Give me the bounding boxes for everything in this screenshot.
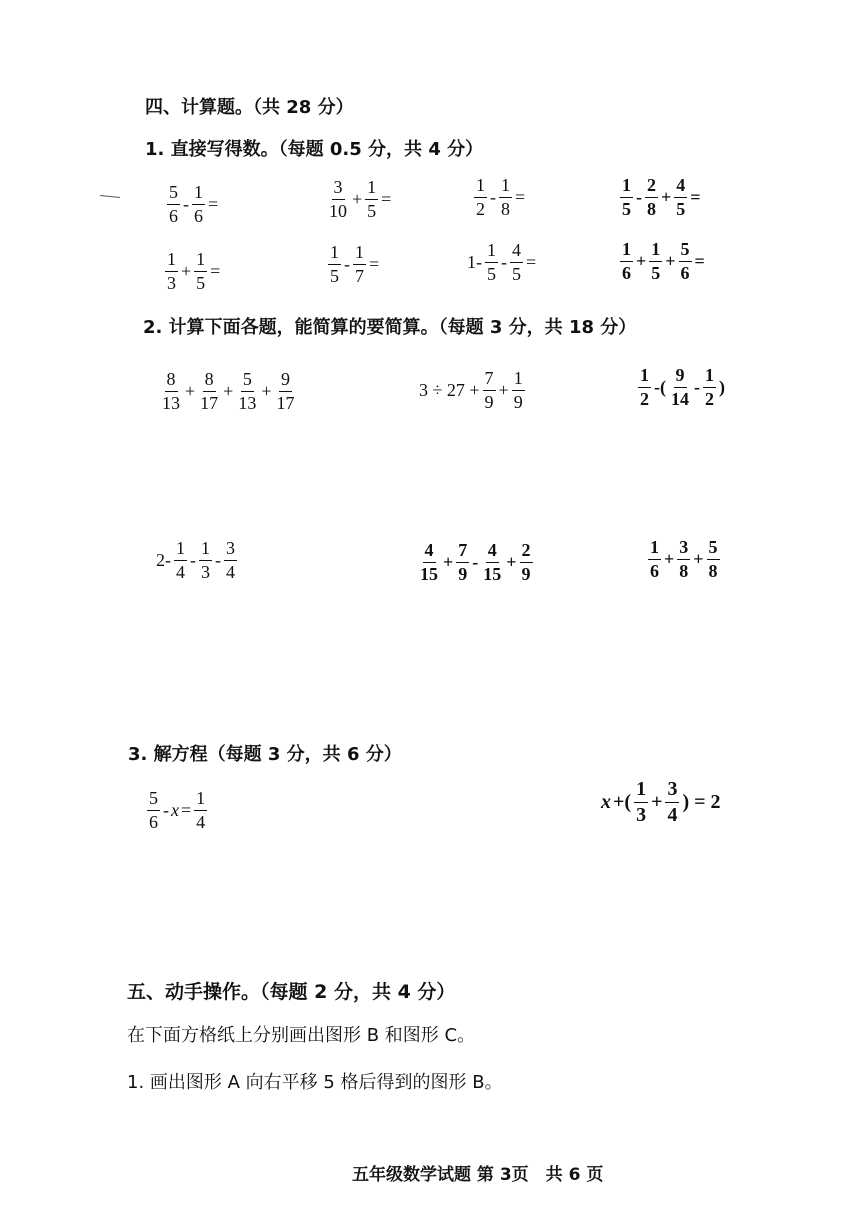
- fraction: [665, 779, 679, 826]
- numerator: 1: [199, 539, 212, 561]
- denominator: 5: [487, 263, 496, 284]
- operator: -: [183, 193, 189, 214]
- equation-item: [145, 789, 209, 832]
- denominator: 6: [622, 262, 631, 283]
- section-4-title: 四、计算题。（共 28 分）: [145, 97, 354, 118]
- numerator: 1: [638, 366, 651, 388]
- denominator: 7: [355, 265, 364, 286]
- denominator: 15: [420, 563, 438, 584]
- operator: =: [690, 186, 701, 207]
- oral-calc-item: [618, 176, 702, 219]
- fraction: [649, 240, 662, 283]
- fraction: [620, 240, 633, 283]
- section-5-title: 五、动手操作。（每题 2 分，共 4 分）: [127, 981, 456, 1003]
- fraction: [418, 541, 440, 584]
- fraction: [328, 243, 341, 286]
- denominator: 10: [329, 200, 347, 221]
- oral-calc-item: [163, 250, 221, 293]
- numerator: 1: [353, 243, 366, 265]
- operator: =: [369, 253, 380, 274]
- numerator: 1: [634, 779, 648, 803]
- numerator: 4: [486, 541, 499, 563]
- numerator: 1: [499, 176, 512, 198]
- numerator: 7: [456, 541, 469, 563]
- operator: +: [651, 791, 663, 813]
- fraction: [160, 370, 182, 413]
- fraction: [174, 539, 187, 582]
- denominator: 5: [330, 265, 339, 286]
- fraction: [703, 366, 716, 409]
- operator: =: [210, 260, 221, 281]
- operator: -(: [654, 376, 666, 397]
- numerator: 5: [167, 183, 180, 205]
- denominator: 14: [671, 388, 689, 409]
- operator: -: [215, 549, 221, 570]
- operator: -: [344, 253, 350, 274]
- oral-calc-item: [618, 240, 706, 283]
- fraction: [483, 369, 496, 412]
- part-2-title: 2. 计算下面各题，能简算的要简算。（每题 3 分，共 18 分）: [143, 317, 637, 338]
- part-3-title: 3. 解方程（每题 3 分，共 6 分）: [128, 744, 402, 765]
- operator: +: [498, 379, 509, 400]
- calc-item: [158, 370, 298, 413]
- denominator: 6: [680, 262, 690, 283]
- denominator: 2: [640, 388, 649, 409]
- numerator: 4: [674, 176, 687, 198]
- numerator: 1: [194, 789, 207, 811]
- numerator: 4: [510, 241, 523, 263]
- fraction: [198, 370, 220, 413]
- operator: +: [665, 250, 676, 271]
- variable: x: [171, 799, 179, 820]
- fraction: [648, 538, 661, 581]
- fraction: [165, 250, 178, 293]
- page-footer: 五年级数学试题 第 3页 共 6 页: [352, 1165, 604, 1185]
- calc-item: [416, 541, 535, 584]
- fraction: [194, 250, 207, 293]
- denominator: 5: [367, 200, 377, 221]
- denominator: 5: [651, 262, 661, 283]
- stray-pen-mark: [100, 195, 120, 198]
- fraction: [707, 538, 720, 581]
- numerator: 2: [645, 176, 658, 198]
- fraction: [192, 183, 205, 226]
- fraction: [194, 789, 207, 832]
- denominator: 9: [521, 563, 531, 584]
- numerator: 9: [674, 366, 687, 388]
- calc-item: [636, 366, 726, 409]
- fraction: [474, 176, 487, 219]
- numerator: 1: [512, 369, 525, 391]
- numerator: 1: [649, 240, 662, 262]
- numerator: 8: [165, 370, 178, 392]
- variable: x: [601, 791, 611, 813]
- operator: 2-: [156, 549, 171, 570]
- numerator: 5: [679, 240, 692, 262]
- oral-calc-item: [326, 243, 380, 286]
- fraction: [677, 538, 690, 581]
- denominator: 6: [194, 205, 203, 226]
- numerator: 1: [485, 241, 498, 263]
- operator: ) = 2: [682, 791, 721, 813]
- numerator: 1: [474, 176, 487, 198]
- operator: +: [181, 260, 192, 281]
- denominator: 5: [196, 272, 206, 293]
- denominator: 4: [667, 804, 678, 826]
- fraction: [512, 369, 525, 412]
- numerator: 3: [224, 539, 237, 561]
- operator: -: [636, 186, 642, 207]
- denominator: 4: [226, 561, 235, 582]
- numerator: 9: [279, 370, 292, 392]
- numerator: 3: [677, 538, 690, 560]
- operator: =: [515, 186, 526, 207]
- operator: +: [693, 548, 704, 569]
- denominator: 2: [476, 198, 485, 219]
- part-1-title: 1. 直接写得数。（每题 0.5 分，共 4 分）: [145, 139, 484, 160]
- operator: -: [472, 551, 479, 572]
- fraction: [365, 178, 378, 221]
- fraction: [485, 241, 498, 284]
- fraction: [620, 176, 633, 219]
- fraction: [353, 243, 366, 286]
- numerator: 1: [328, 243, 341, 265]
- denominator: 15: [483, 563, 502, 584]
- denominator: 9: [458, 563, 468, 584]
- numerator: 1: [194, 250, 207, 272]
- fraction: [327, 178, 349, 221]
- denominator: 13: [238, 392, 257, 413]
- denominator: 9: [513, 391, 523, 412]
- denominator: 6: [650, 560, 659, 581]
- fraction: [147, 789, 160, 832]
- operator: +: [661, 186, 672, 207]
- fraction: [510, 241, 523, 284]
- operator: =: [208, 193, 219, 214]
- operator: =: [181, 799, 192, 820]
- numerator: 1: [165, 250, 178, 272]
- calc-item: [155, 539, 239, 582]
- fraction: [167, 183, 180, 226]
- numerator: 4: [423, 541, 436, 563]
- denominator: 8: [708, 560, 718, 581]
- operator: +(: [613, 791, 632, 813]
- numerator: 1: [620, 240, 633, 262]
- fraction: [674, 176, 687, 219]
- oral-calc-item: [472, 176, 526, 219]
- denominator: 8: [647, 198, 656, 219]
- numerator: 1: [703, 366, 716, 388]
- fraction: [224, 539, 237, 582]
- denominator: 5: [676, 198, 686, 219]
- operator: =: [694, 250, 705, 271]
- operator: =: [381, 188, 392, 209]
- fraction: [499, 176, 512, 219]
- denominator: 8: [501, 198, 510, 219]
- numerator: 5: [241, 370, 254, 392]
- fraction: [199, 539, 212, 582]
- denominator: 8: [679, 560, 689, 581]
- fraction: [274, 370, 296, 413]
- numerator: 5: [147, 789, 160, 811]
- numerator: 1: [174, 539, 187, 561]
- operator: =: [526, 251, 537, 272]
- fraction: [520, 541, 533, 584]
- numerator: 1: [620, 176, 633, 198]
- calc-item: [646, 538, 722, 581]
- section-5-task-1: 1. 画出图形 A 向右平移 5 格后得到的图形 B。: [127, 1072, 503, 1093]
- operator: -: [190, 549, 196, 570]
- operator: +: [664, 548, 675, 569]
- operator: +: [352, 188, 363, 209]
- numerator: 1: [365, 178, 378, 200]
- denominator: 13: [162, 392, 180, 413]
- calc-item: [418, 369, 527, 412]
- denominator: 6: [149, 811, 158, 832]
- fraction: [634, 779, 648, 826]
- denominator: 3: [201, 561, 210, 582]
- fraction: [679, 240, 692, 283]
- operator: +: [185, 380, 196, 401]
- fraction: [669, 366, 691, 409]
- operator: ): [719, 376, 725, 397]
- numerator: 5: [707, 538, 720, 560]
- denominator: 4: [176, 561, 185, 582]
- numerator: 7: [483, 369, 496, 391]
- oral-calc-item: [466, 241, 537, 284]
- section-5-instruction: 在下面方格纸上分别画出图形 B 和图形 C。: [127, 1025, 476, 1046]
- numerator: 3: [332, 178, 345, 200]
- fraction: [481, 541, 503, 584]
- denominator: 3: [167, 272, 176, 293]
- denominator: 6: [169, 205, 178, 226]
- numerator: 1: [192, 183, 205, 205]
- fraction: [645, 176, 658, 219]
- numerator: 2: [520, 541, 533, 563]
- operator: -: [490, 186, 496, 207]
- fraction: [236, 370, 258, 413]
- operator: 1-: [467, 251, 482, 272]
- numerator: 8: [203, 370, 216, 392]
- denominator: 5: [622, 198, 631, 219]
- operator: +: [223, 380, 234, 401]
- operator: -: [501, 251, 507, 272]
- oral-calc-item: [165, 183, 219, 226]
- operator: -: [163, 799, 169, 820]
- oral-calc-item: [325, 178, 392, 221]
- denominator: 3: [636, 804, 647, 826]
- denominator: 5: [512, 263, 521, 284]
- operator: +: [443, 551, 454, 572]
- operator: 3 ÷ 27 +: [419, 379, 480, 400]
- fraction: [638, 366, 651, 409]
- operator: +: [636, 250, 647, 271]
- denominator: 9: [484, 391, 494, 412]
- numerator: 1: [648, 538, 661, 560]
- operator: +: [506, 551, 517, 572]
- denominator: 4: [196, 811, 206, 832]
- denominator: 2: [705, 388, 714, 409]
- denominator: 17: [200, 392, 219, 413]
- equation-item: [600, 779, 722, 826]
- denominator: 17: [276, 392, 295, 413]
- numerator: 3: [665, 779, 679, 803]
- fraction: [456, 541, 469, 584]
- operator: +: [261, 380, 272, 401]
- operator: -: [694, 376, 700, 397]
